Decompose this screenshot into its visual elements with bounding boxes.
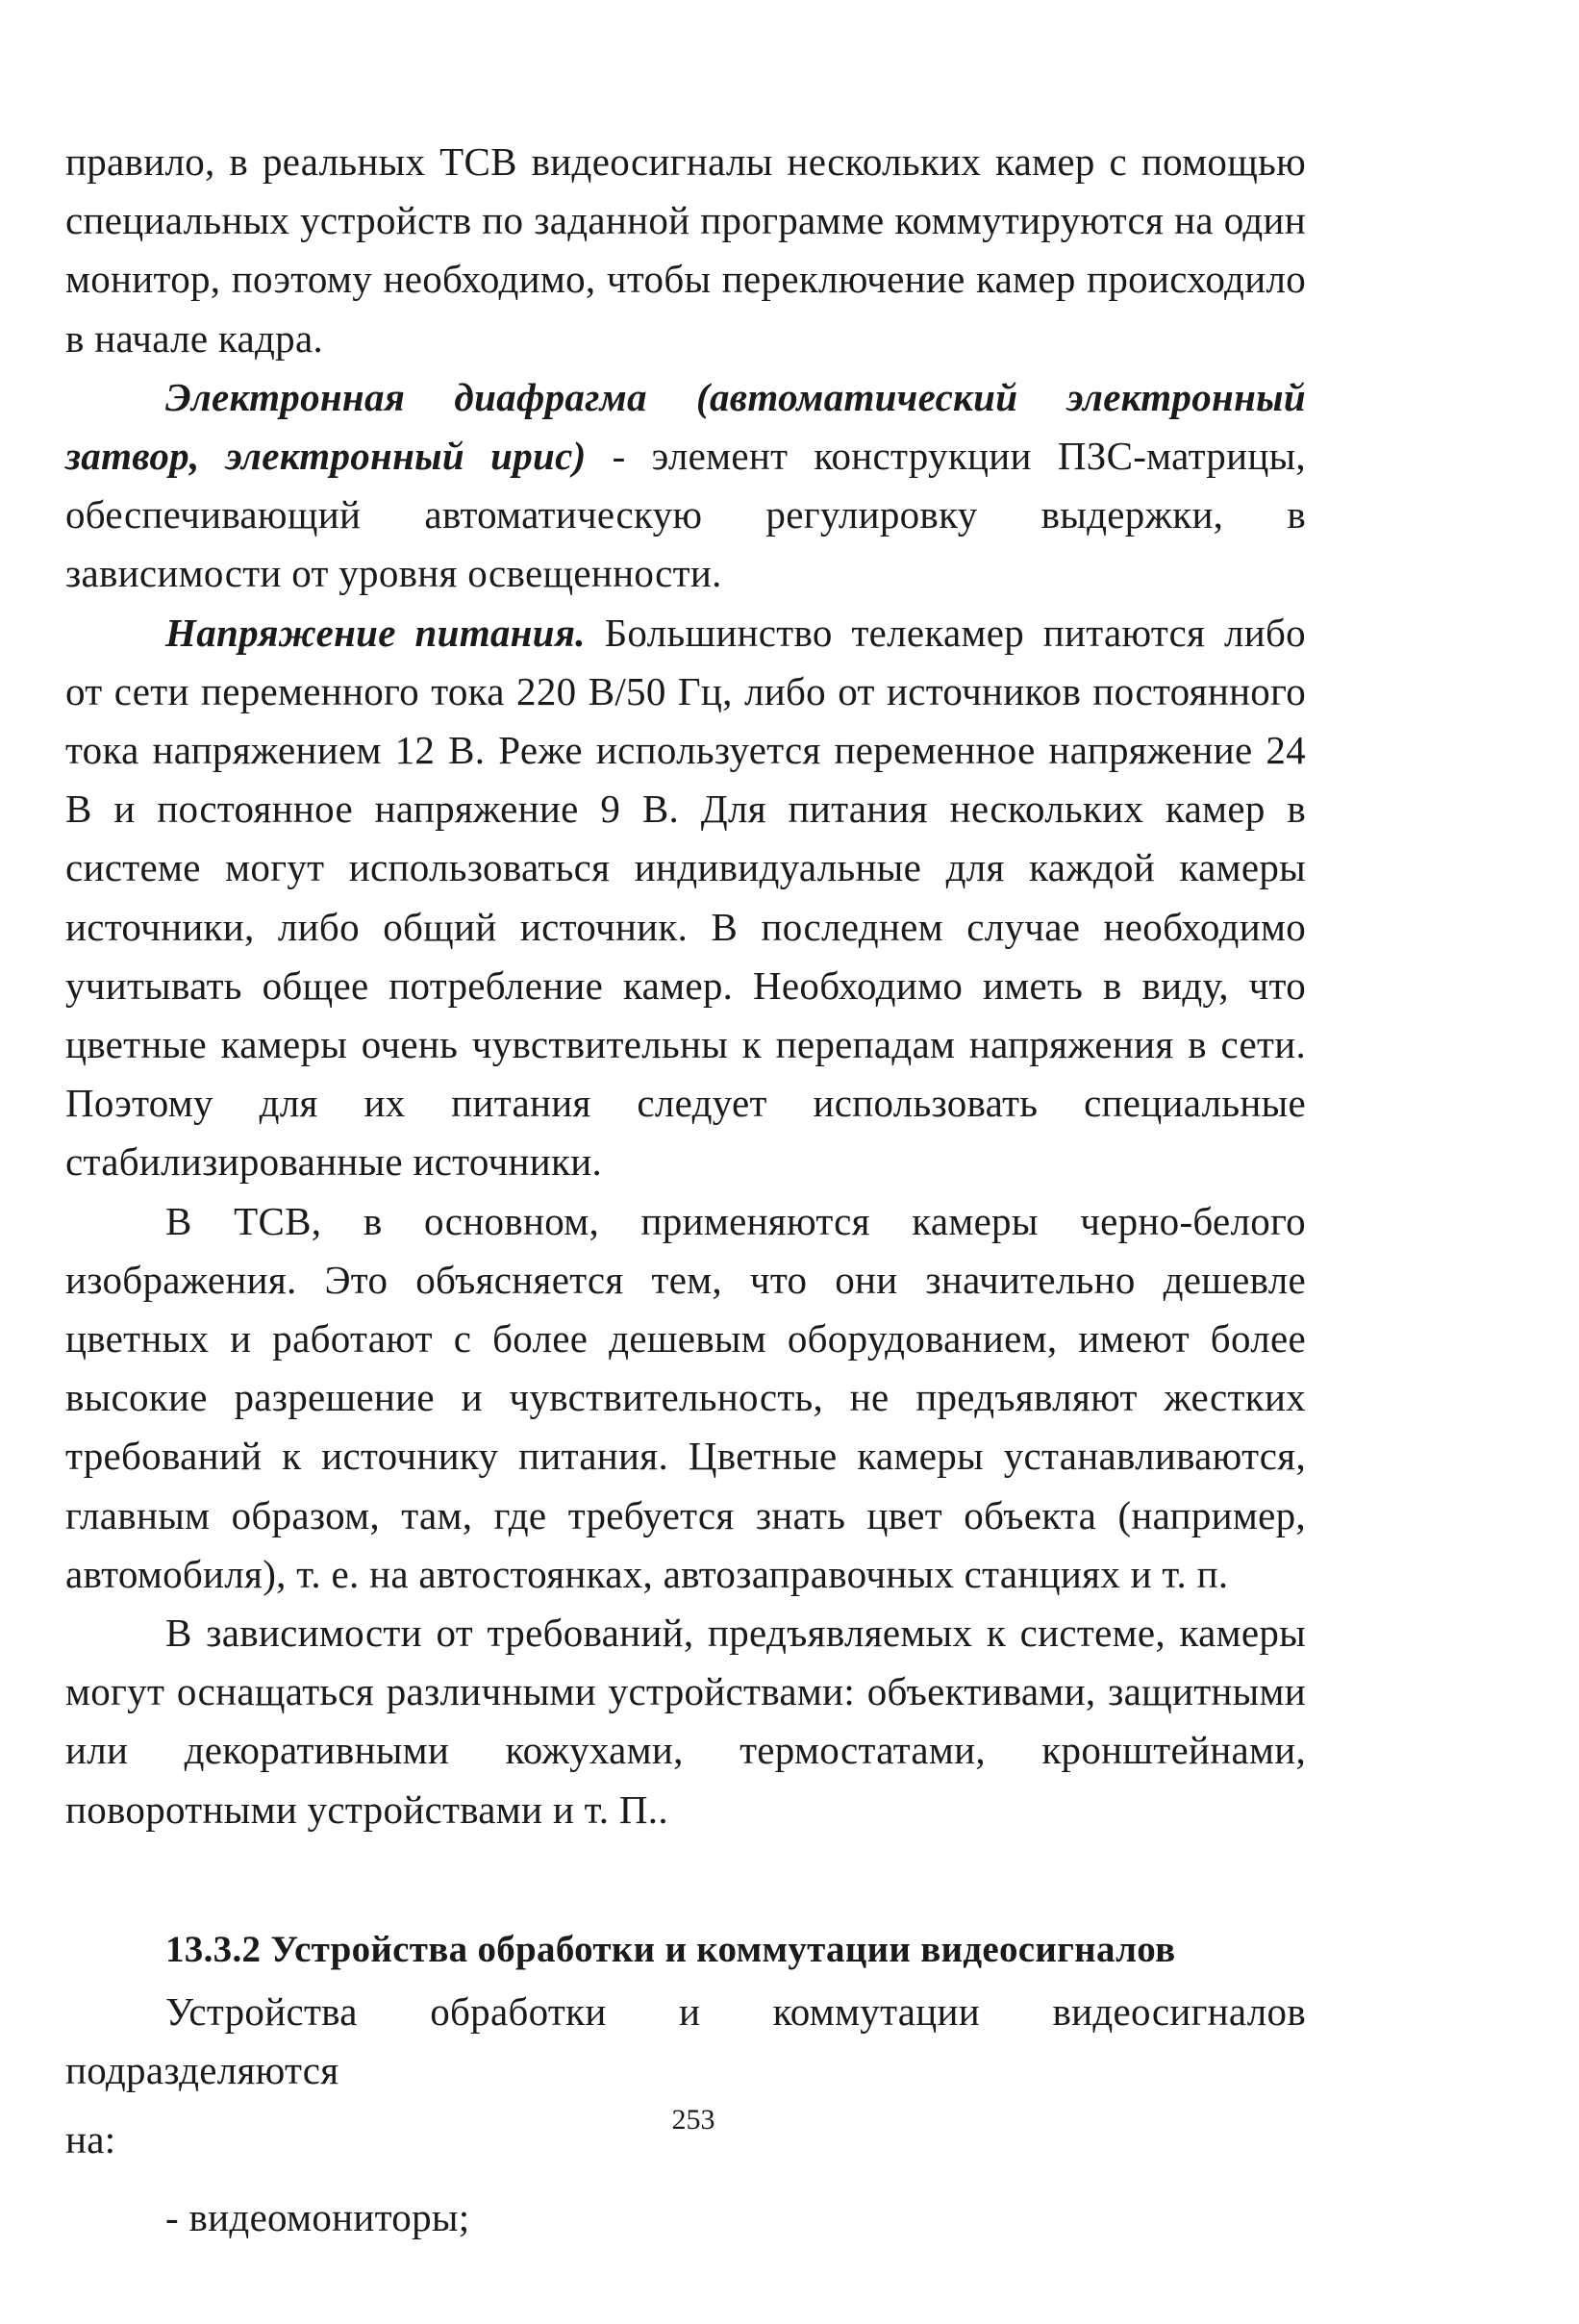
paragraph-1: правило, в реальных ТСВ видеосигналы нескольких камер с помощью специальных устройств по заданной программе коммутируются на один монитор, поэтому необходимо, чтобы переключение камер происходило в начале кадра. [65, 139, 1306, 361]
list-item: - видеомониторы; [165, 2194, 470, 2239]
page-number: 253 [671, 2104, 715, 2136]
term-electronic-iris: Электронная диафрагма (автоматический электронный затвор, электронный ирис) [65, 374, 1306, 479]
paragraph-electronic-iris [65, 368, 1306, 604]
paragraph-bw-cameras: В ТСВ, в основном, применяются камеры черно-белого изображения. Это объясняется тем, что они значительно дешевле цветных и работают с более дешевым оборудованием, имеют более высокие разрешение и чувствительность, не предъявляют жестких требований к источнику питания. Цветные камеры устанавливаются, главным образом, там, где требуется знать цвет объекта (например, автомобиля), т. е. на автостоянках, автозаправочных станциях и т. п. [65, 1198, 1306, 1596]
paragraph-accessories: В зависимости от требований, предъявляемых к системе, камеры могут оснащаться различными устройствами: объективами, защитными или декоративными кожухами, термостатами, кронштейнами, поворотными устройствами и т. П.. [65, 1611, 1306, 1832]
section-intro: Устройства обработки и коммутации видеосигналов подразделяются [65, 1989, 1306, 2093]
definition-supply-voltage: Большинство телекамер питаются либо от сети переменного тока 220 В/50 Гц, либо от источников постоянного тока напряжением 12 В. Реже используется переменное напряжение 24 В и постоянное напряжение 9 В. Для питания нескольких камер в системе могут использоваться индивидуальные для каждой камеры источники, либо общий источник. В последнем случае необходимо учитывать общее потребление камер. Необходимо иметь в виду, что цветные камеры очень чувствительны к перепадам напряжения в сети. Поэтому для их питания следует использовать специальные стабилизированные источники. [65, 610, 1306, 1185]
definition-electronic-iris: - элемент конструкции ПЗС-матрицы, обеспечивающий автоматическую регулировку выдержки, в зависимости от уровня освещенности. [65, 434, 1306, 596]
section-heading: 13.3.2 Устройства обработки и коммутации видеосигналов [165, 1928, 1176, 1970]
section-intro-tail: на: [65, 2116, 116, 2162]
body-text [65, 133, 1306, 2247]
term-supply-voltage: Напряжение питания. [165, 610, 586, 655]
paragraph-supply-voltage [65, 604, 1306, 1192]
